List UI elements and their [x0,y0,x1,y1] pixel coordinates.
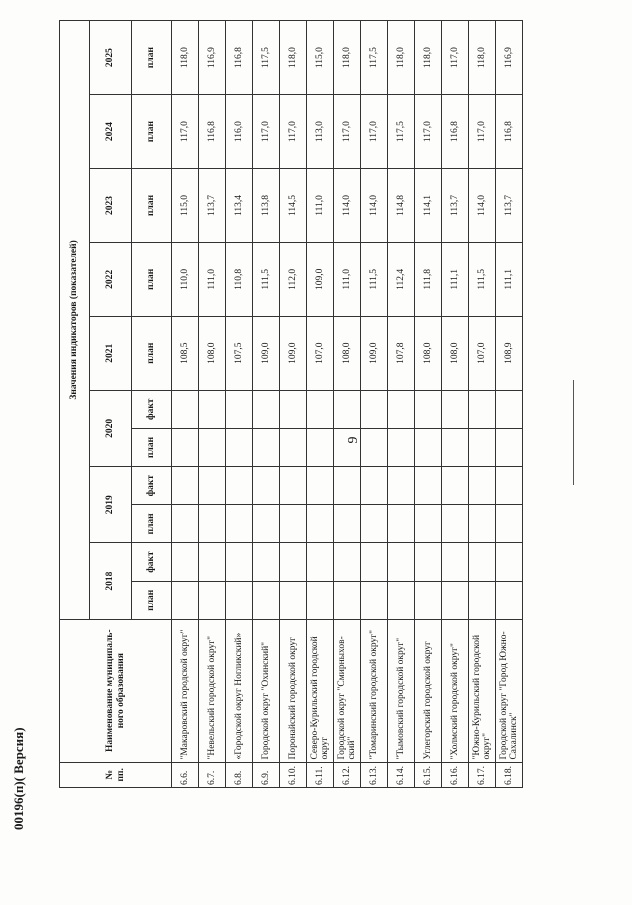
cell-value-2021: 107,8 [388,316,415,390]
cell-value-2025: 117,5 [253,21,280,95]
cell-value-2023: 114,0 [469,169,496,243]
cell-empty [199,390,226,428]
cell-value-2022: 112,0 [280,242,307,316]
cell-empty [307,543,334,581]
cell-num: 6.17. [469,762,496,787]
cell-value-2025: 118,0 [334,21,361,95]
cell-empty [442,581,469,619]
cell-empty [334,467,361,505]
cell-value-2025: 116,9 [199,21,226,95]
cell-value-2021: 108,9 [496,316,523,390]
cell-num: 6.16. [442,762,469,787]
cell-value-2024: 117,5 [388,95,415,169]
cell-num: 6.12. [334,762,361,787]
cell-value-2024: 117,0 [361,95,388,169]
cell-empty [496,428,523,466]
header-num: № пп. [60,762,172,787]
cell-name: "Невельский городской округ" [199,619,226,762]
cell-value-2021: 108,0 [415,316,442,390]
cell-empty [172,581,199,619]
cell-num: 6.8. [226,762,253,787]
cell-empty [442,428,469,466]
cell-value-2025: 115,0 [307,21,334,95]
cell-empty [199,581,226,619]
cell-value-2025: 117,5 [361,21,388,95]
header-fact: факт [132,467,172,505]
cell-empty [172,543,199,581]
cell-value-2022: 111,0 [334,242,361,316]
cell-empty [469,505,496,543]
cell-value-2022: 111,1 [496,242,523,316]
cell-value-2025: 118,0 [469,21,496,95]
cell-value-2024: 117,0 [172,95,199,169]
cell-empty [496,390,523,428]
cell-value-2023: 114,0 [334,169,361,243]
cell-empty [253,467,280,505]
cell-empty [469,467,496,505]
header-plan: план [132,21,172,95]
header-plan: план [132,505,172,543]
cell-num: 6.11. [307,762,334,787]
cell-empty [469,428,496,466]
cell-empty [361,390,388,428]
cell-name: Городской округ "Город Южно-Сахалинск" [496,619,523,762]
cell-value-2023: 113,7 [442,169,469,243]
cell-value-2025: 118,0 [415,21,442,95]
table-row [442,21,469,788]
cell-name: "Томаринский городской округ" [361,619,388,762]
table-row [253,21,280,788]
cell-empty [469,543,496,581]
header-year: 2025 [90,21,132,95]
cell-empty [415,543,442,581]
cell-empty [334,390,361,428]
cell-value-2021: 108,0 [199,316,226,390]
cell-empty [199,505,226,543]
cell-empty [253,581,280,619]
cell-empty [334,505,361,543]
header-year: 2018 [90,543,132,619]
cell-value-2023: 114,8 [388,169,415,243]
cell-empty [442,467,469,505]
cell-value-2024: 116,8 [442,95,469,169]
cell-value-2025: 116,8 [226,21,253,95]
header-plan: план [132,169,172,243]
table-row [496,21,523,788]
cell-empty [226,543,253,581]
cell-value-2024: 117,0 [334,95,361,169]
header-fact: факт [132,390,172,428]
cell-empty [388,543,415,581]
cell-name: Городской округ "Охинский" [253,619,280,762]
cell-empty [226,428,253,466]
header-year: 2019 [90,467,132,543]
cell-value-2024: 116,0 [226,95,253,169]
cell-value-2022: 110,8 [226,242,253,316]
cell-empty [199,543,226,581]
cell-value-2021: 107,0 [307,316,334,390]
cell-num: 6.9. [253,762,280,787]
cell-empty [172,428,199,466]
cell-value-2025: 118,0 [388,21,415,95]
cell-name: Северо-Курильский городской округ [307,619,334,762]
cell-empty [334,428,361,466]
cell-name: Городской округ "Смирныхов-ский" [334,619,361,762]
cell-value-2024: 117,0 [280,95,307,169]
cell-empty [388,390,415,428]
cell-empty [415,467,442,505]
cell-empty [361,505,388,543]
cell-value-2021: 107,5 [226,316,253,390]
cell-empty [469,390,496,428]
cell-empty [361,581,388,619]
cell-empty [496,467,523,505]
cell-value-2024: 116,8 [199,95,226,169]
cell-value-2022: 111,0 [199,242,226,316]
cell-value-2023: 114,0 [361,169,388,243]
cell-value-2023: 113,7 [496,169,523,243]
cell-value-2022: 110,0 [172,242,199,316]
cell-empty [388,428,415,466]
cell-empty [442,505,469,543]
header-plan: план [132,95,172,169]
cell-empty [415,390,442,428]
cell-value-2023: 115,0 [172,169,199,243]
cell-empty [280,428,307,466]
table-row [361,21,388,788]
table-row [280,21,307,788]
cell-value-2022: 111,1 [442,242,469,316]
cell-empty [280,467,307,505]
cell-num: 6.7. [199,762,226,787]
header-fact: факт [132,543,172,581]
cell-value-2023: 114,5 [280,169,307,243]
cell-value-2022: 109,0 [307,242,334,316]
cell-value-2021: 109,0 [361,316,388,390]
cell-empty [415,428,442,466]
cell-num: 6.15. [415,762,442,787]
cell-value-2024: 117,0 [415,95,442,169]
page-number: 9 [346,436,361,444]
table-row [415,21,442,788]
cell-empty [307,581,334,619]
header-group: Значения индикаторов (показателей) [60,21,90,620]
cell-value-2025: 118,0 [280,21,307,95]
cell-empty [388,467,415,505]
cell-name: "Южно-Курильский городской округ" [469,619,496,762]
cell-empty [226,390,253,428]
table-row [199,21,226,788]
cell-value-2021: 107,0 [469,316,496,390]
cell-name: Поронайский городской округ [280,619,307,762]
cell-empty [199,467,226,505]
cell-value-2022: 111,8 [415,242,442,316]
cell-name: "Тымовский городской округ" [388,619,415,762]
cell-empty [442,390,469,428]
cell-empty [280,543,307,581]
cell-empty [280,390,307,428]
horizontal-rule [573,380,574,485]
cell-value-2022: 111,5 [361,242,388,316]
cell-empty [172,505,199,543]
cell-empty [496,543,523,581]
cell-empty [496,505,523,543]
cell-empty [307,467,334,505]
header-year: 2020 [90,390,132,466]
indicators-table-rotated [59,20,519,788]
cell-empty [388,505,415,543]
cell-value-2021: 108,0 [442,316,469,390]
cell-empty [199,428,226,466]
cell-value-2024: 113,0 [307,95,334,169]
cell-empty [253,543,280,581]
cell-empty [415,581,442,619]
indicators-table [59,20,523,788]
cell-empty [280,581,307,619]
table-row [307,21,334,788]
cell-value-2023: 114,1 [415,169,442,243]
cell-value-2024: 117,0 [253,95,280,169]
cell-empty [361,543,388,581]
cell-num: 6.13. [361,762,388,787]
cell-empty [334,543,361,581]
cell-value-2025: 118,0 [172,21,199,95]
cell-num: 6.6. [172,762,199,787]
cell-empty [334,581,361,619]
cell-name: Углегорский городской округ [415,619,442,762]
table-row [334,21,361,788]
cell-value-2024: 117,0 [469,95,496,169]
table-row [226,21,253,788]
table-row [172,21,199,788]
cell-empty [307,428,334,466]
header-plan: план [132,242,172,316]
cell-value-2023: 111,0 [307,169,334,243]
cell-value-2021: 109,0 [253,316,280,390]
header-plan: план [132,316,172,390]
header-plan: план [132,581,172,619]
cell-num: 6.18. [496,762,523,787]
cell-name: «Городской округ Ногликский» [226,619,253,762]
cell-value-2022: 112,4 [388,242,415,316]
cell-num: 6.14. [388,762,415,787]
cell-empty [172,467,199,505]
cell-value-2022: 111,5 [253,242,280,316]
cell-value-2023: 113,4 [226,169,253,243]
cell-empty [253,390,280,428]
cell-value-2025: 116,9 [496,21,523,95]
cell-value-2023: 113,7 [199,169,226,243]
cell-name: "Макаровский городской округ" [172,619,199,762]
header-year: 2024 [90,95,132,169]
cell-value-2022: 111,5 [469,242,496,316]
cell-empty [361,428,388,466]
cell-empty [226,505,253,543]
cell-empty [226,467,253,505]
table-row [388,21,415,788]
cell-value-2024: 116,8 [496,95,523,169]
cell-empty [469,581,496,619]
cell-value-2025: 117,0 [442,21,469,95]
cell-empty [172,390,199,428]
table-row [469,21,496,788]
cell-empty [442,543,469,581]
cell-empty [307,505,334,543]
cell-empty [361,467,388,505]
header-year: 2022 [90,242,132,316]
cell-value-2021: 109,0 [280,316,307,390]
cell-empty [253,505,280,543]
cell-num: 6.10. [280,762,307,787]
cell-name: "Холмский городской округ" [442,619,469,762]
header-name: Наименование муниципаль-ного образования [60,619,172,762]
footer-stamp: 00196(п)( Версия) [11,727,26,830]
cell-value-2021: 108,5 [172,316,199,390]
cell-empty [253,428,280,466]
cell-empty [496,581,523,619]
header-year: 2023 [90,169,132,243]
cell-empty [388,581,415,619]
cell-value-2023: 113,8 [253,169,280,243]
cell-empty [280,505,307,543]
header-year: 2021 [90,316,132,390]
cell-value-2021: 108,0 [334,316,361,390]
cell-empty [415,505,442,543]
header-plan: план [132,428,172,466]
cell-empty [226,581,253,619]
cell-empty [307,390,334,428]
